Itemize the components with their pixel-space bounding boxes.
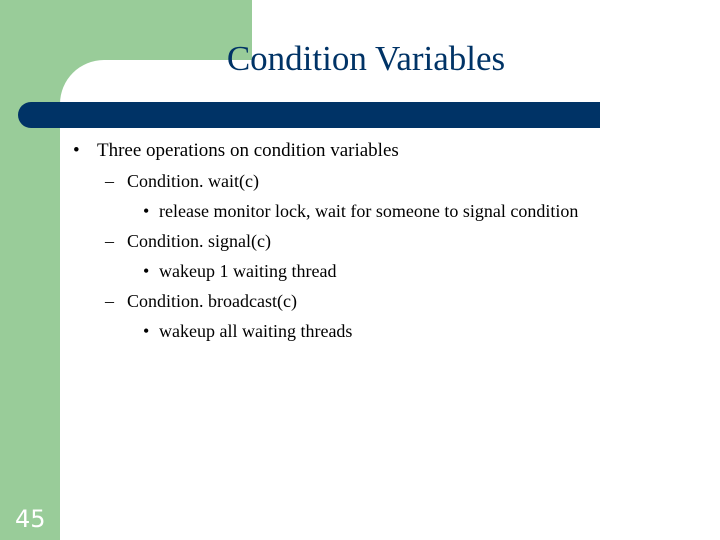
bullet-text: Three operations on condition variables	[97, 140, 399, 161]
bullet-text: Condition. wait(c)	[127, 171, 259, 191]
bullet-level-2	[105, 171, 259, 191]
bullet-text: wakeup all waiting threads	[159, 321, 353, 341]
dash-marker: –	[105, 231, 114, 251]
slide-title: Condition Variables	[226, 39, 506, 78]
dash-marker: –	[105, 171, 114, 191]
bullet-level-2	[105, 231, 271, 251]
bullet-marker: •	[73, 140, 80, 161]
bullet-marker: •	[143, 261, 150, 281]
bullet-level-3	[143, 321, 352, 341]
title-underline-bar	[18, 102, 600, 128]
bullet-text: Condition. signal(c)	[127, 231, 271, 251]
bullet-text: wakeup 1 waiting thread	[159, 261, 337, 281]
bullet-level-1	[73, 141, 399, 161]
bullet-text: Condition. broadcast(c)	[127, 291, 297, 311]
dash-marker: –	[105, 291, 114, 311]
bullet-marker: •	[143, 321, 150, 341]
bullet-text: release monitor lock, wait for someone to signal condition	[159, 201, 579, 221]
bullet-marker: •	[143, 201, 150, 221]
bullet-level-2	[105, 291, 297, 311]
bullet-level-3	[143, 201, 578, 221]
bullet-level-3	[143, 261, 336, 281]
slide-number: 45	[15, 505, 46, 533]
